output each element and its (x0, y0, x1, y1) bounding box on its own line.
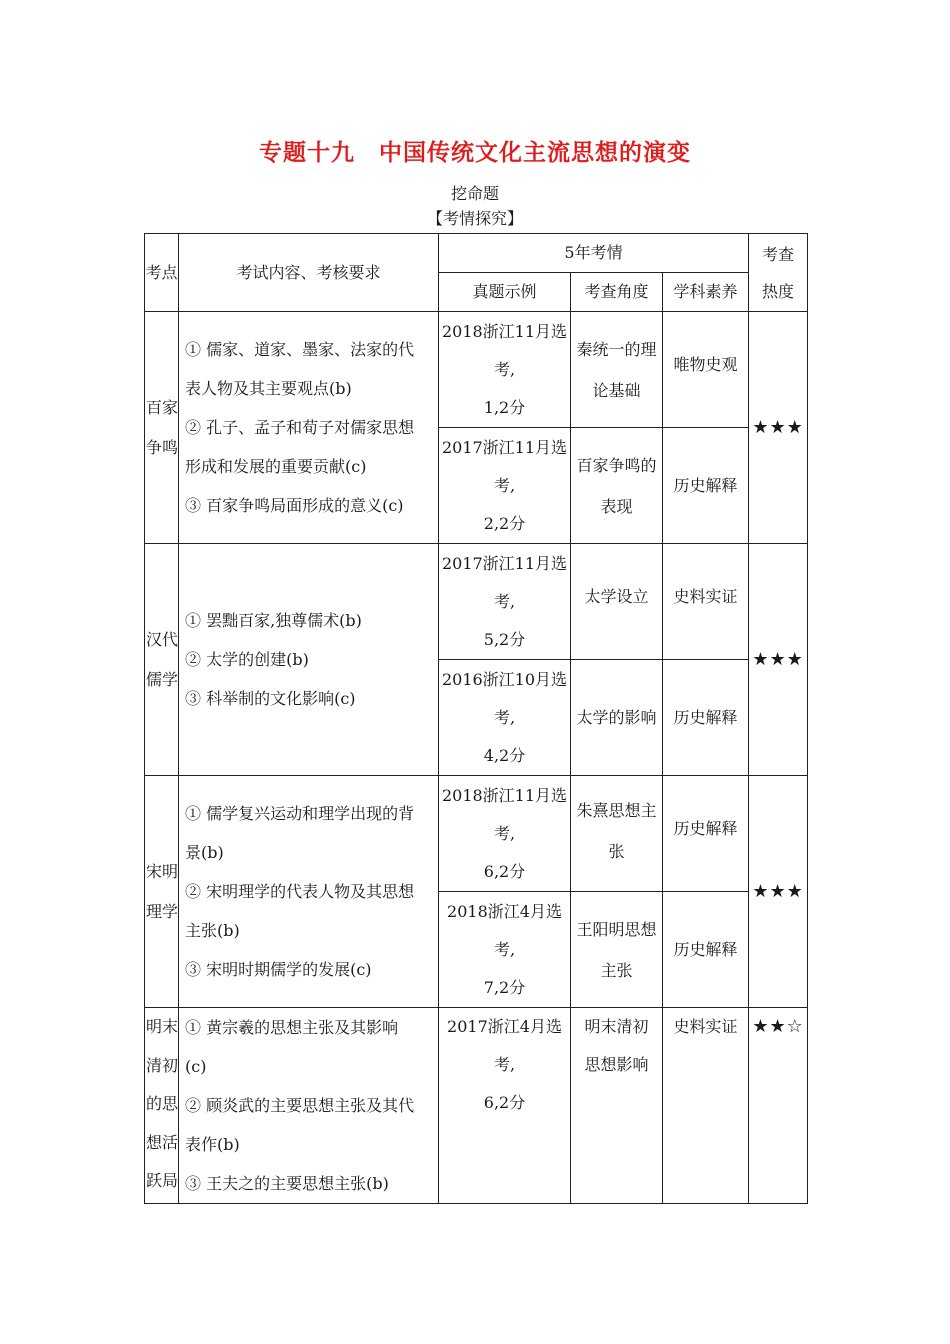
example-cell (439, 312, 571, 428)
topic-label: 明末清初的思想活跃局 (146, 1017, 179, 1190)
table-row (145, 312, 808, 428)
page-title: 专题十九 中国传统文化主流思想的演变 (259, 140, 691, 166)
heat-stars: ★★★ (749, 544, 808, 776)
requirements-cell (179, 312, 439, 544)
example-line: 6,2分 (483, 861, 526, 881)
example-line: 6,2分 (483, 1093, 526, 1112)
table-row (145, 1008, 808, 1204)
literacy-cell: 历史解释 (663, 428, 749, 544)
example-line: 考, (493, 707, 516, 727)
literacy-cell: 史料实证 (663, 1008, 749, 1204)
topic-label: 百家争鸣 (146, 397, 179, 457)
requirement-line: ② 宋明理学的代表人物及其思想 (185, 882, 415, 901)
header-heat-line2: 热度 (762, 281, 795, 301)
requirements-cell (179, 1008, 439, 1204)
requirement-line: ② 顾炎武的主要思想主张及其代 (185, 1096, 415, 1115)
example-line: 考, (493, 1055, 516, 1074)
header-heat (749, 234, 808, 312)
example-cell (439, 428, 571, 544)
example-line: 2017浙江11月选 (441, 553, 568, 573)
angle-cell: 朱熹思想主张 (571, 776, 663, 892)
requirement-line: ① 儒家、道家、墨家、法家的代 (185, 340, 415, 359)
requirement-line: ② 太学的创建(b) (185, 650, 309, 669)
header-heat-line1: 考查 (762, 244, 795, 264)
angle-cell: 明末清初思想影响 (571, 1008, 663, 1204)
example-line: 4,2分 (483, 745, 526, 765)
example-line: 考, (493, 823, 516, 843)
example-line: 7,2分 (483, 977, 526, 997)
requirement-line: 形成和发展的重要贡献(c) (185, 457, 367, 476)
requirement-line: ① 儒学复兴运动和理学出现的背 (185, 804, 415, 823)
angle-cell: 太学设立 (571, 544, 663, 660)
requirement-line: ③ 王夫之的主要思想主张(b) (185, 1174, 389, 1193)
angle-cell: 王阳明思想主张 (571, 892, 663, 1008)
heat-stars: ★★☆ (749, 1008, 808, 1204)
heat-stars: ★★★ (749, 776, 808, 1008)
requirement-line: ③ 宋明时期儒学的发展(c) (185, 960, 372, 979)
example-cell (439, 776, 571, 892)
requirement-line: 主张(b) (185, 921, 240, 940)
literacy-cell: 历史解释 (663, 892, 749, 1008)
topic-cell (145, 1008, 179, 1204)
example-line: 2,2分 (483, 513, 526, 533)
header-requirements: 考试内容、考核要求 (179, 234, 439, 312)
example-line: 1,2分 (483, 397, 526, 417)
requirement-line: ① 黄宗羲的思想主张及其影响 (185, 1018, 399, 1037)
example-line: 考, (493, 591, 516, 611)
literacy-cell: 历史解释 (663, 660, 749, 776)
angle-cell: 秦统一的理论基础 (571, 312, 663, 428)
header-topic: 考点 (145, 234, 179, 312)
topic-label: 宋明理学 (146, 861, 179, 921)
requirements-cell (179, 544, 439, 776)
topic-cell (145, 776, 179, 1008)
exam-analysis-table (144, 233, 808, 1204)
header-five-years: 5年考情 (439, 234, 749, 273)
angle-cell: 百家争鸣的表现 (571, 428, 663, 544)
topic-label: 汉代儒学 (146, 629, 179, 689)
example-cell (439, 660, 571, 776)
requirements-cell (179, 776, 439, 1008)
literacy-cell: 历史解释 (663, 776, 749, 892)
example-cell (439, 892, 571, 1008)
angle-cell: 太学的影响 (571, 660, 663, 776)
example-cell (439, 544, 571, 660)
table-row (145, 776, 808, 892)
requirement-line: ① 罢黜百家,独尊儒术(b) (185, 611, 362, 630)
requirement-line: 景(b) (185, 843, 224, 862)
requirement-line: 表作(b) (185, 1135, 240, 1154)
example-line: 2018浙江11月选 (441, 785, 568, 805)
requirement-line: ③ 百家争鸣局面形成的意义(c) (185, 496, 404, 515)
topic-cell (145, 544, 179, 776)
section-heading: 【考情探究】 (426, 209, 523, 228)
example-line: 2017浙江4月选 (447, 1017, 562, 1036)
topic-cell (145, 312, 179, 544)
example-line: 考, (493, 475, 516, 495)
subtitle: 挖命题 (450, 184, 499, 203)
requirement-line: (c) (185, 1057, 207, 1076)
header-angle: 考查角度 (571, 273, 663, 312)
literacy-cell: 史料实证 (663, 544, 749, 660)
literacy-cell: 唯物史观 (663, 312, 749, 428)
table-row (145, 544, 808, 660)
requirement-line: ② 孔子、孟子和荀子对儒家思想 (185, 418, 415, 437)
heat-stars: ★★★ (749, 312, 808, 544)
example-line: 2017浙江11月选 (441, 437, 568, 457)
requirement-line: 表人物及其主要观点(b) (185, 379, 352, 398)
example-line: 考, (493, 359, 516, 379)
example-line: 2018浙江11月选 (441, 321, 568, 341)
example-line: 5,2分 (483, 629, 526, 649)
example-line: 考, (493, 939, 516, 959)
requirement-line: ③ 科举制的文化影响(c) (185, 689, 356, 708)
header-example: 真题示例 (439, 273, 571, 312)
header-literacy: 学科素养 (663, 273, 749, 312)
example-line: 2016浙江10月选 (441, 669, 568, 689)
example-line: 2018浙江4月选 (447, 901, 562, 921)
example-cell (439, 1008, 571, 1204)
